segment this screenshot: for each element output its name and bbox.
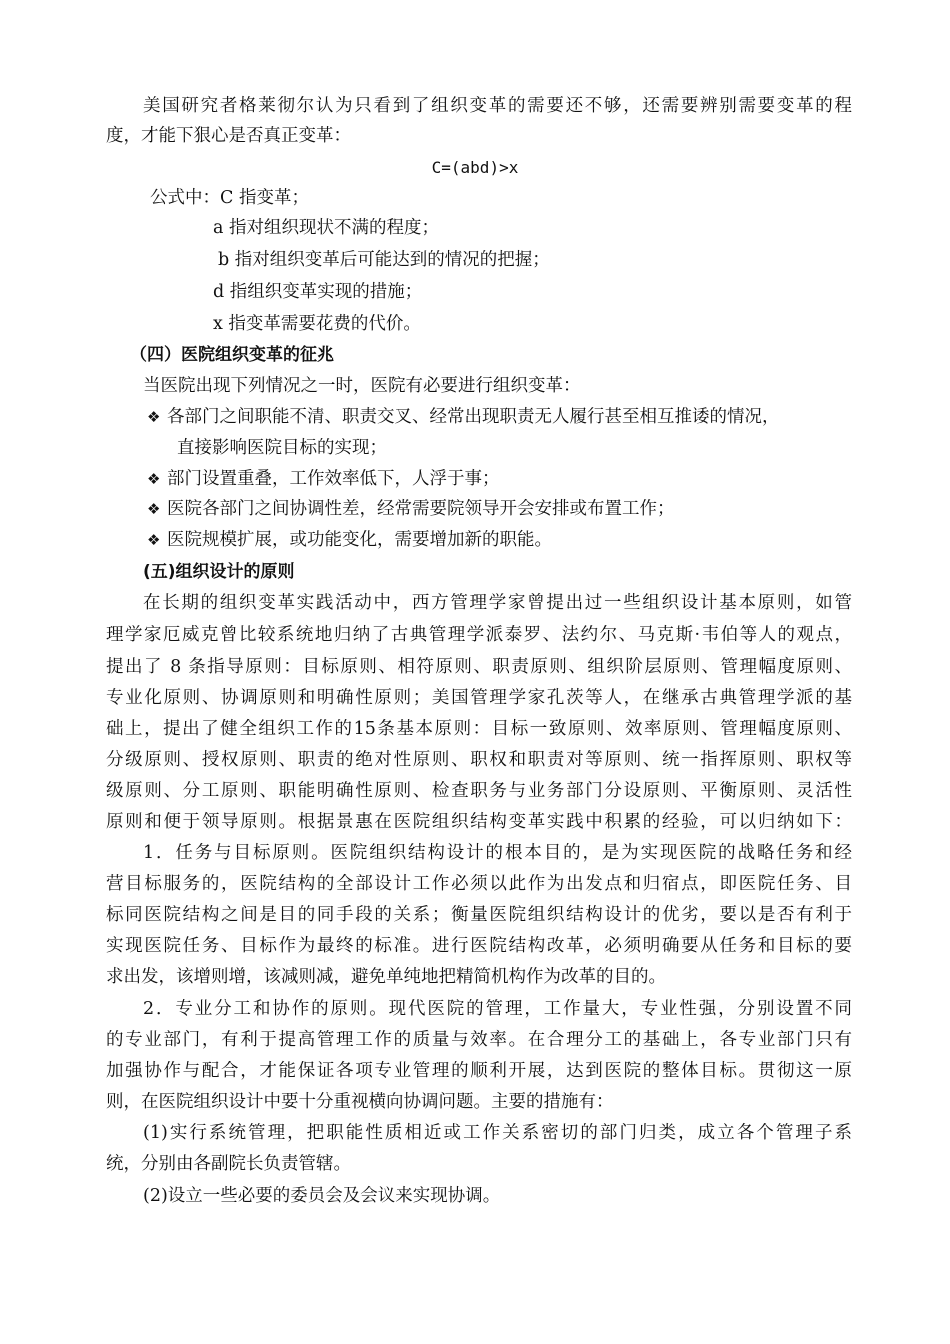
intro-line-2: 度，才能下狠心是否真正变革：	[106, 126, 351, 146]
para3-line: 则，在医院组织设计中要十分重视横向协调问题。主要的措施有：	[106, 1092, 614, 1112]
para1-line: 分级原则、授权原则、职责的绝对性原则、职权和职责对等原则、统一指挥原则、职权等	[106, 750, 852, 770]
bullet-item	[147, 405, 852, 429]
para2-line: 求出发，该增则增，该减则减，避免单纯地把精简机构作为改革的目的。	[106, 967, 666, 987]
para1-line: 础上，提出了健全组织工作的15条基本原则：目标一致原则、效率原则、管理幅度原则、	[106, 719, 852, 739]
bullet-text: 医院规模扩展，或功能变化，需要增加新的职能。	[167, 530, 552, 550]
para1-line: 原则和便于领导原则。根据景惠在医院组织结构变革实践中积累的经验，可以归纳如下：	[106, 812, 852, 832]
intro-line-1: 美国研究者格莱彻尔认为只看到了组织变革的需要还不够，还需要辨别需要变革的程	[143, 96, 852, 116]
para3-line: 加强协作与配合，才能保证各项专业管理的顺利开展，达到医院的整体目标。贯彻这一原	[106, 1061, 852, 1081]
para3-line: 的专业部门，有利于提高管理工作的质量与效率。在合理分工的基础上，各专业部门只有	[106, 1030, 852, 1050]
para1-line: 提出了 8 条指导原则：目标原则、相符原则、职责原则、组织阶层原则、管理幅度原则、	[106, 657, 852, 677]
para4-line: (1)实行系统管理，把职能性质相近或工作关系密切的部门归类，成立各个管理子系	[143, 1123, 852, 1143]
diamond-bullet-icon: ❖	[147, 500, 161, 518]
formula-legend-label: 公式中：C 指变革；	[150, 188, 309, 208]
section-4-lead: 当医院出现下列情况之一时，医院有必要进行组织变革：	[143, 376, 581, 396]
para4-line: 统，分别由各副院长负责管辖。	[106, 1154, 351, 1174]
formula-item-x: x 指变革需要花费的代价。	[213, 314, 421, 334]
section-4-heading: （四）医院组织变革的征兆	[130, 345, 334, 365]
formula-expression: C=(abd)>x	[431, 158, 519, 177]
para2-line: 标同医院结构之间是目的同手段的关系；衡量医院组织结构设计的优劣，要以是否有利于	[106, 905, 852, 925]
para1-line: 级原则、分工原则、职能明确性原则、检查职务与业务部门分设原则、平衡原则、灵活性	[106, 781, 852, 801]
bullet-text: 医院各部门之间协调性差，经常需要院领导开会安排或布置工作；	[167, 499, 675, 519]
formula-item-b: b 指对组织变革后可能达到的情况的把握；	[218, 250, 550, 270]
bullet-text: 各部门之间职能不清、职责交叉、经常出现职责无人履行甚至相互推诿的情况，	[167, 407, 780, 427]
bullet-continuation: 直接影响医院目标的实现；	[177, 438, 387, 458]
section-5-heading: (五)组织设计的原则	[143, 562, 295, 582]
para1-line: 专业化原则、协调原则和明确性原则；美国管理学家孔茨等人，在继承古典管理学派的基	[106, 688, 852, 708]
diamond-bullet-icon: ❖	[147, 531, 161, 549]
formula-item-d: d 指组织变革实现的措施；	[213, 282, 423, 302]
para2-line: 实现医院任务、目标作为最终的标准。进行医院结构改革，必须明确要从任务和目标的要	[106, 936, 852, 956]
para5-line: (2)设立一些必要的委员会及会议来实现协调。	[143, 1186, 501, 1206]
formula-item-a: a 指对组织现状不满的程度；	[213, 218, 439, 238]
para1-line: 理学家厄威克曾比较系统地归纳了古典管理学派泰罗、法约尔、马克斯·韦伯等人的观点，	[106, 625, 852, 645]
para1-line: 在长期的组织变革实践活动中，西方管理学家曾提出过一些组织设计基本原则，如管	[143, 593, 852, 613]
bullet-item	[147, 528, 852, 552]
para3-line: 2．专业分工和协作的原则。现代医院的管理，工作量大，专业性强，分别设置不同	[143, 999, 852, 1019]
para2-line: 营目标服务的，医院结构的全部设计工作必须以此作为出发点和归宿点，即医院任务、目	[106, 874, 852, 894]
bullet-item	[147, 467, 852, 491]
para2-line: 1．任务与目标原则。医院组织结构设计的根本目的，是为实现医院的战略任务和经	[143, 843, 852, 863]
diamond-bullet-icon: ❖	[147, 470, 161, 488]
bullet-item	[147, 497, 852, 521]
bullet-text: 部门设置重叠，工作效率低下，人浮于事；	[167, 469, 500, 489]
diamond-bullet-icon: ❖	[147, 408, 161, 426]
